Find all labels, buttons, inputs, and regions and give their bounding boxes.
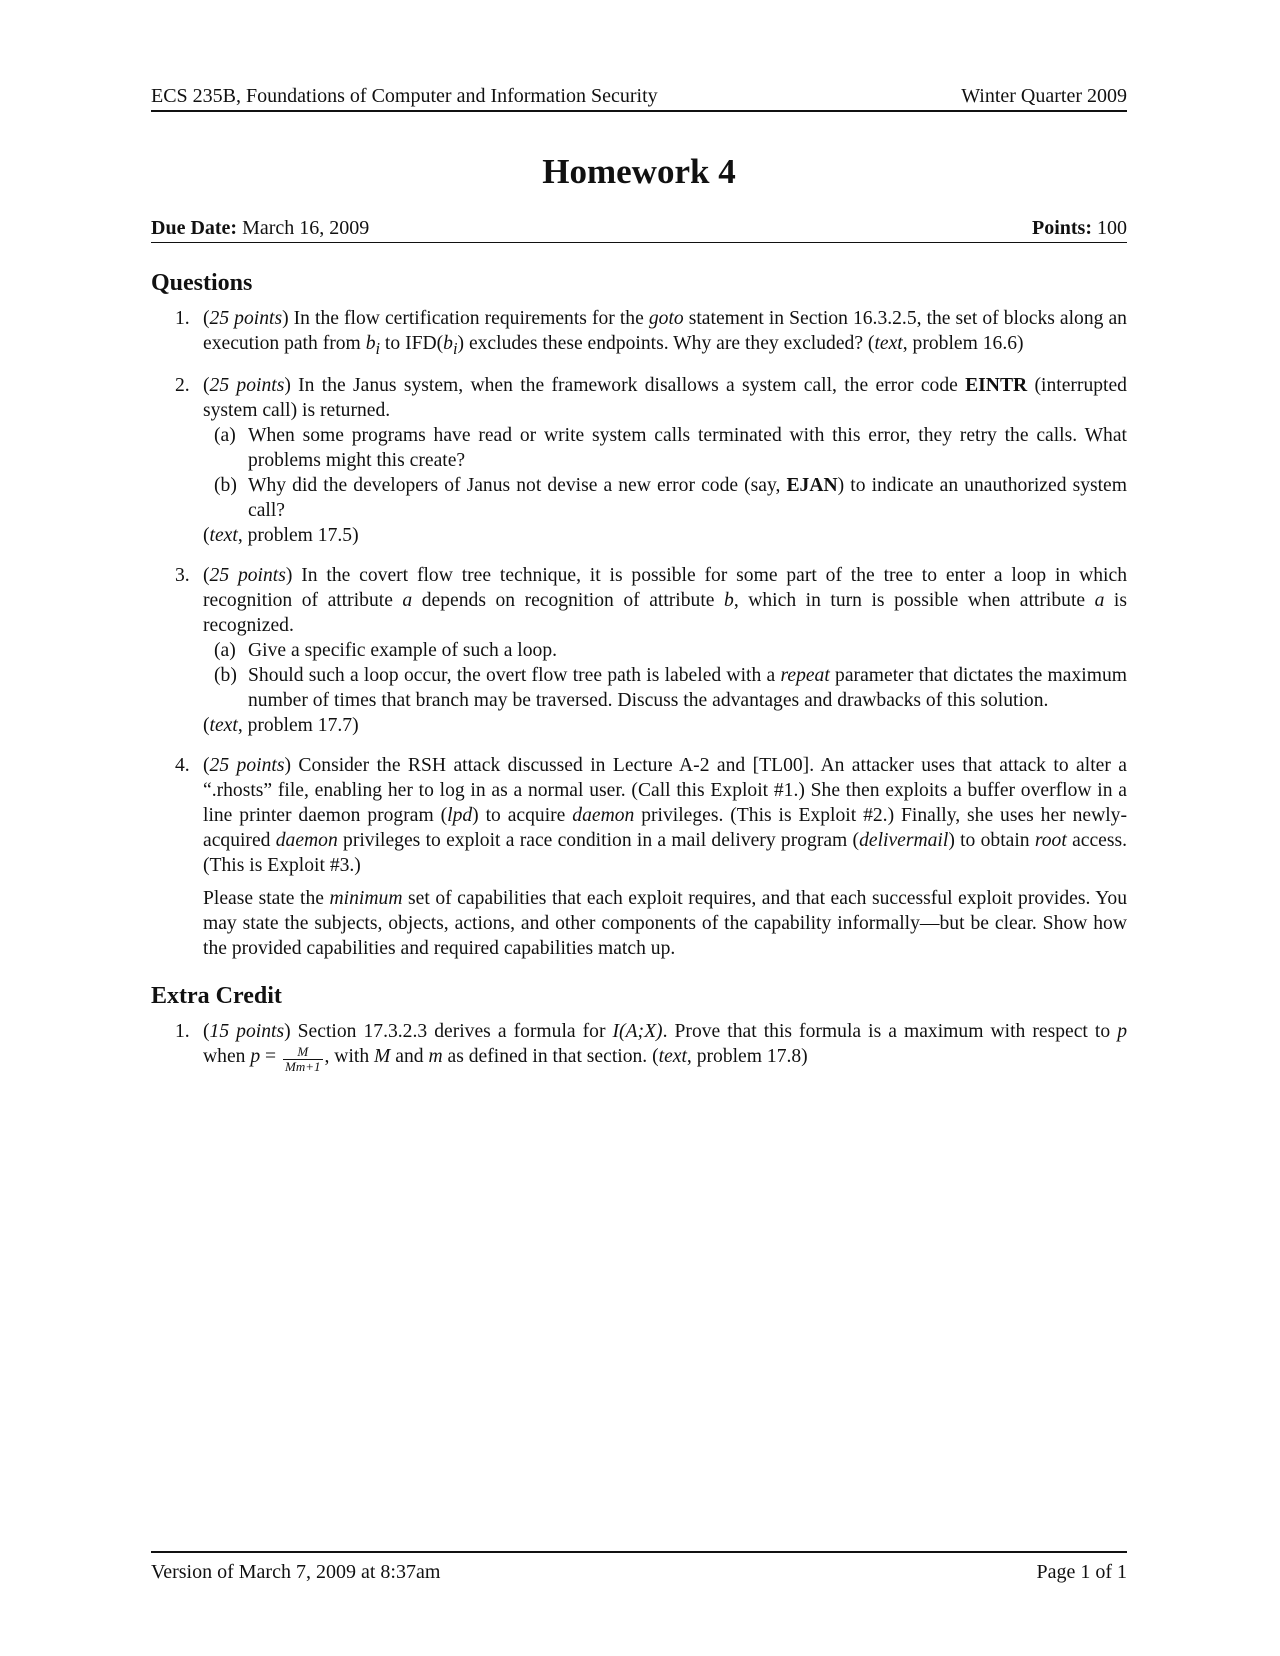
text-run: ) to obtain [948, 829, 1035, 851]
text-run: as defined in that section. ( [442, 1045, 659, 1067]
subquestion-label: (b) [214, 474, 237, 496]
question-text: (25 points) In the flow certification requirements for the goto statement in Section 16.3.2.5, the set of blocks along an execution path from $b_i$ to $IFD(b_i)$ excludes these endpoints. Why are they excluded? (text, problem 16.6) [203, 308, 1127, 358]
keyword-minimum: minimum [329, 887, 403, 909]
text-run: privileges to exploit a race condition in a mail delivery program ( [337, 829, 860, 851]
question-4 [151, 753, 1127, 961]
text-run: , problem 16.6) [902, 333, 1024, 354]
text-run: to IFD( [380, 333, 444, 354]
text-run: access. (This is Exploit #3.) [203, 829, 1127, 876]
keyword-daemon: daemon [275, 829, 338, 851]
keyword-daemon: daemon [572, 804, 635, 826]
questions-heading: Questions [151, 270, 253, 296]
keyword-delivermail: delivermail [859, 829, 949, 851]
text-run: , problem 17.5) [237, 524, 359, 546]
question-number: 2. [175, 374, 190, 396]
subquestion-b [203, 663, 1127, 713]
question-text: (25 points) In the covert flow tree technique, it is possible for some part of the tree to enter a loop in which recognition of attribute a depends on recognition of attribute b, which in turn is possible when attribute a is recognized. [203, 564, 1127, 636]
citation: (text, problem 17.5) [203, 524, 359, 546]
text-run: , with [324, 1045, 375, 1067]
question-number: 4. [175, 754, 190, 776]
content [151, 266, 1127, 1074]
points-label: Points: [1032, 217, 1092, 239]
subquestion-text: When some programs have read or write system calls terminated with this error, they retry the calls. What problems might this create? [248, 424, 1127, 471]
text-run: is recognized. [203, 589, 1127, 636]
var-b: b [724, 589, 734, 611]
due-date [151, 215, 369, 242]
var-i: i [452, 338, 458, 358]
points-value: 100 [1097, 217, 1127, 239]
running-footer [151, 1551, 1127, 1591]
text-run: . Prove that this formula is a maximum with respect to [662, 1020, 1118, 1042]
points-label: 25 points [209, 308, 283, 329]
fraction-denominator: Mm+1 [285, 1058, 321, 1074]
text-run: privileges. (This is Exploit #2.) Finally, she uses her newly-acquired [203, 804, 1128, 851]
text-run: In the covert flow tree technique, it is possible for some part of the tree to enter a loop in which recognition of attribute [203, 564, 1127, 611]
document-page [151, 0, 1127, 1656]
points [1032, 215, 1127, 242]
question-text: (15 points) Section 17.3.2.3 derives a formula for I(A;X). Prove that this formula is a maximum with respect to p when p = $\frac{M}{Mm+1}$ , with M and m as defined in that section. (text, problem 17.8) [203, 1020, 1127, 1074]
question-text: (25 points) In the Janus system, when the framework disallows a system call, the error code EINTR (interrupted system call) is returned. [203, 374, 1127, 421]
subquestion-a [203, 423, 1127, 473]
text-run: when [203, 1045, 251, 1067]
equals-sign: = [260, 1045, 281, 1067]
version-stamp: Version of March 7, 2009 at 8:37am [151, 1561, 441, 1583]
subquestion-label: (a) [214, 424, 236, 446]
citation: (text, problem 17.7) [203, 714, 359, 736]
running-header [151, 82, 1127, 112]
subquestion-text: Give a specific example of such a loop. [248, 639, 558, 661]
text-run: , problem 17.7) [237, 714, 359, 736]
points-label: 25 points [209, 374, 285, 396]
page-title: Homework 4 [542, 152, 736, 191]
subquestion-a [203, 638, 1127, 663]
cite-text: text [209, 714, 238, 736]
var-M: M [374, 1045, 391, 1067]
text-run: , problem 17.8) [686, 1045, 808, 1067]
due-date-value: March 16, 2009 [242, 217, 370, 239]
var-b: b [365, 333, 376, 354]
keyword-goto: goto [648, 308, 684, 329]
subquestion-b [203, 473, 1127, 523]
var-i: i [375, 338, 381, 358]
text-run: Section 17.3.2.3 derives a formula for [290, 1020, 613, 1042]
error-code-ejan: EJAN [786, 474, 838, 496]
text-run: statement in Section 16.3.2.5, the set of blocks along an execution path from [203, 308, 1127, 354]
question-text-paragraph-2 [203, 886, 1127, 961]
keyword-lpd: lpd [447, 804, 473, 826]
cite-text: text [209, 524, 238, 546]
subquestion-text [248, 665, 1127, 711]
fraction-numerator: M [283, 1045, 323, 1060]
question-3 [151, 563, 1127, 738]
text-run: Please state the [203, 887, 330, 909]
text-run: ) excludes these endpoints. Why are they excluded? ( [457, 333, 875, 354]
extra-credit-heading: Extra Credit [151, 982, 282, 1009]
question-number: 3. [175, 564, 190, 586]
points-label: 25 points [209, 754, 285, 776]
var-a: a [402, 589, 413, 611]
var-m: m [428, 1045, 443, 1067]
text-run: Should such a loop occur, the overt flow tree path is labeled with a [248, 664, 781, 686]
subquestion-text [248, 475, 1127, 521]
question-1 [151, 306, 1127, 361]
term: Winter Quarter 2009 [961, 85, 1127, 107]
page-number: Page 1 of 1 [1036, 1561, 1127, 1583]
subquestion-label: (b) [214, 664, 237, 686]
points-label: 15 points [209, 1020, 285, 1042]
var-b: b [443, 333, 453, 354]
text-run: , which in turn is possible when attribute [733, 589, 1095, 611]
text-run: ) to indicate an unauthorized system call? [248, 474, 1127, 521]
course-name: ECS 235B, Foundations of Computer and Information Security [151, 85, 658, 107]
var-p: p [1117, 1020, 1127, 1042]
text-run: parameter that dictates the maximum number of times that branch may be traversed. Discuss the advantages and drawbacks of this solution. [248, 664, 1127, 711]
text-run: In the Janus system, when the framework disallows a system call, the error code [290, 374, 966, 396]
fraction [283, 1045, 323, 1074]
var-p: p [250, 1045, 261, 1067]
due-date-label: Due Date: [151, 217, 238, 239]
question-number: 1. [175, 1020, 190, 1042]
text-run: Why did the developers of Janus not devise a new error code (say, [248, 474, 787, 496]
text-run: (interrupted system call) is returned. [203, 374, 1127, 421]
keyword-repeat: repeat [780, 664, 830, 686]
extra-credit-question-1 [151, 1019, 1127, 1074]
text-run: ) to acquire [472, 804, 573, 826]
question-2 [151, 373, 1127, 548]
points-label: 25 points [209, 564, 286, 586]
due-points-line [151, 215, 1127, 243]
question-text: (25 points) Consider the RSH attack discussed in Lecture A-2 and [TL00]. An attacker uses that attack to alter a “.rhosts” file, enabling her to log in as a normal user. (Call this Exploit #1.) She then exploits a buffer overflow in a line printer daemon program (lpd) to acquire daemon privileges. (This is Exploit #2.) Finally, she uses her newly-acquired daemon privileges to exploit a race condition in a mail delivery program (delivermail) to obtain root access. (This is Exploit #3.) [203, 754, 1128, 876]
var-a: a [1094, 589, 1105, 611]
cite-text: text [874, 333, 903, 354]
cite-text: text [658, 1045, 687, 1067]
formula: I(A;X) [612, 1020, 663, 1042]
keyword-root: root [1034, 829, 1067, 851]
text-run: In the flow certification requirements for the [288, 308, 649, 329]
text-run: set of capabilities that each exploit requires, and that each successful exploit provides. You may state the subjects, objects, actions, and other components of the capability informally—but be clear. Show how the provided capabilities and required capabilities match up. [203, 887, 1127, 959]
text-run: Consider the RSH attack discussed in Lecture A-2 and [TL00]. An attacker uses that attack to alter a “.rhosts” file, enabling her to log in as a normal user. (Call this Exploit #1.) She then exploits a buffer overflow in a line printer daemon program ( [203, 754, 1127, 826]
question-number: 1. [175, 308, 190, 329]
subquestion-label: (a) [214, 639, 236, 661]
error-code-eintr: EINTR [965, 374, 1028, 396]
text-run: and [390, 1045, 429, 1067]
text-run: depends on recognition of attribute [412, 589, 725, 611]
